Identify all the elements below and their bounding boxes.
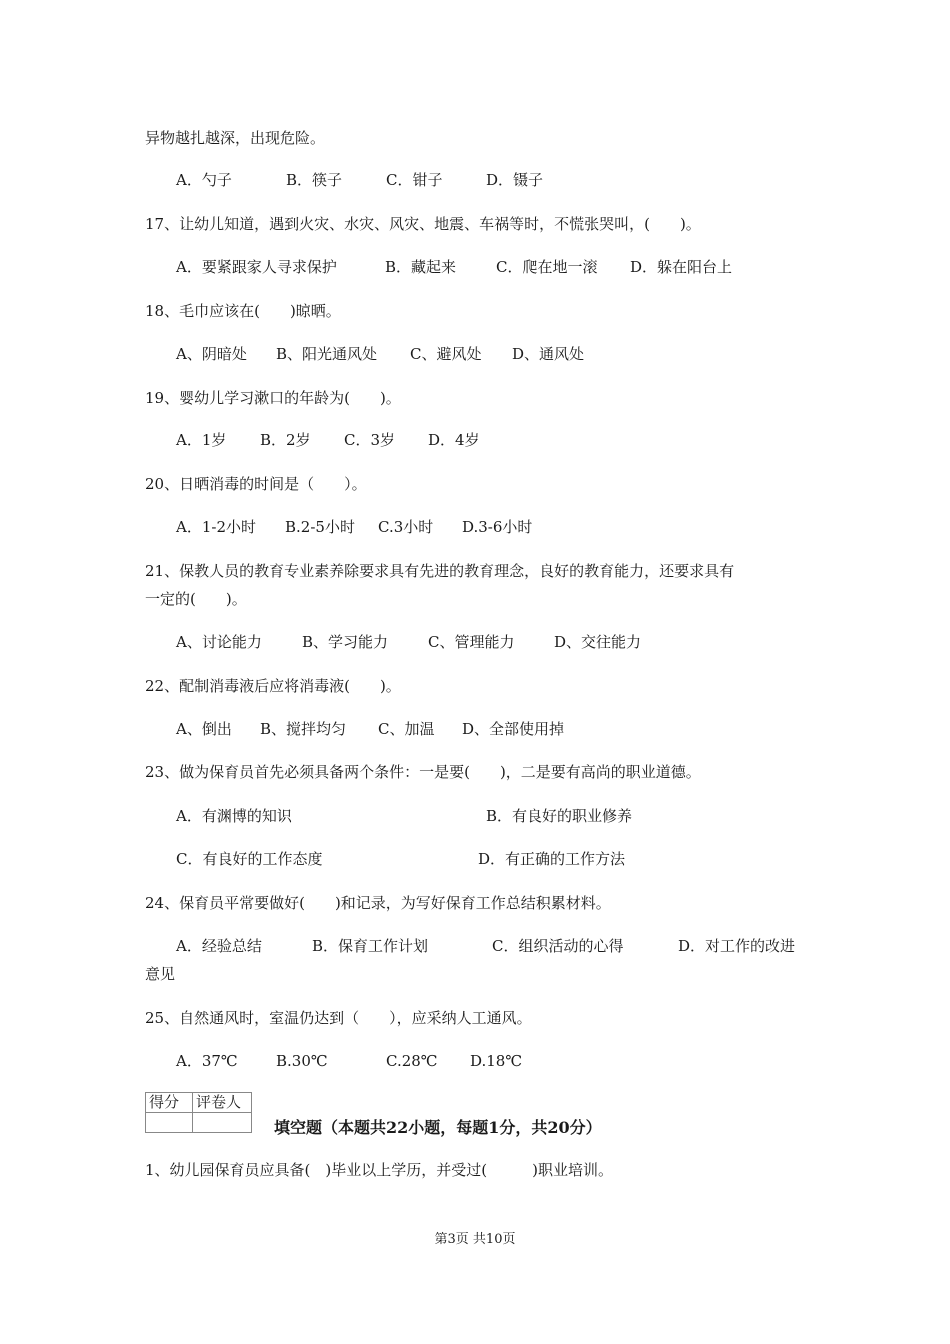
- q20-option-b: B.2-5小时: [285, 518, 355, 536]
- q17-option-b: B．藏起来: [385, 258, 457, 276]
- q23-option-b: B．有良好的职业修养: [486, 807, 633, 825]
- question-18: 18、毛巾应该在( )晾晒。: [145, 302, 341, 320]
- q24-option-b: B．保育工作计划: [312, 937, 429, 955]
- q19-option-b: B．2岁: [260, 431, 311, 449]
- q24-option-d-wrap: 意见: [145, 965, 176, 983]
- q25-option-c: C.28℃: [386, 1052, 438, 1070]
- score-label: 得分: [146, 1093, 193, 1113]
- q18-option-d: D、通风处: [512, 345, 585, 363]
- grader-label: 评卷人: [193, 1093, 252, 1113]
- q18-option-a: A、阴暗处: [176, 345, 247, 363]
- q19-option-c: C．3岁: [344, 431, 396, 449]
- q18-option-b: B、阳光通风处: [276, 345, 378, 363]
- q22-option-b: B、搅拌均匀: [260, 720, 347, 738]
- score-cell: [146, 1113, 193, 1133]
- q22-option-a: A、倒出: [176, 720, 232, 738]
- question-21: 21、保教人员的教育专业素养除要求具有先进的教育理念，良好的教育能力，还要求具有: [145, 562, 735, 580]
- option-b: B．筷子: [286, 171, 343, 189]
- q23-option-d: D．有正确的工作方法: [478, 850, 626, 868]
- q19-option-a: A．1岁: [176, 431, 227, 449]
- option-a: A．勺子: [176, 171, 232, 189]
- q25-option-d: D.18℃: [470, 1052, 523, 1070]
- option-c: C．钳子: [386, 171, 443, 189]
- q25-option-b: B.30℃: [276, 1052, 328, 1070]
- question-17: 17、让幼儿知道，遇到火灾、水灾、风灾、地震、车祸等时，不慌张哭叫，( )。: [145, 215, 701, 233]
- q22-option-c: C、加温: [378, 720, 435, 738]
- section-title: 填空题（本题共22小题，每题1分，共20分）: [274, 1118, 602, 1137]
- question-21-cont: 一定的( )。: [145, 590, 247, 608]
- q23-option-c: C．有良好的工作态度: [176, 850, 323, 868]
- q24-option-d: D．对工作的改进: [678, 937, 796, 955]
- q24-option-c: C．组织活动的心得: [492, 937, 624, 955]
- q17-option-c: C．爬在地一滚: [496, 258, 598, 276]
- question-19: 19、婴幼儿学习漱口的年龄为( )。: [145, 389, 401, 407]
- q21-option-a: A、讨论能力: [176, 633, 262, 651]
- page-footer: 第3页 共10页: [434, 1232, 516, 1247]
- q21-option-d: D、交往能力: [554, 633, 642, 651]
- question-24: 24、保育员平常要做好( )和记录，为写好保育工作总结积累材料。: [145, 894, 611, 912]
- option-d: D．镊子: [486, 171, 544, 189]
- q24-option-a: A．经验总结: [176, 937, 262, 955]
- q21-option-c: C、管理能力: [428, 633, 515, 651]
- score-box: [145, 1092, 252, 1133]
- q17-option-d: D．躲在阳台上: [630, 258, 733, 276]
- q17-option-a: A．要紧跟家人寻求保护: [176, 258, 337, 276]
- q20-option-a: A．1-2小时: [176, 518, 256, 536]
- q22-option-d: D、全部使用掉: [462, 720, 565, 738]
- question-25: 25、自然通风时，室温仍达到（ ），应采纳人工通风。: [145, 1009, 532, 1027]
- q23-option-a: A．有渊博的知识: [176, 807, 292, 825]
- q20-option-c: C.3小时: [378, 518, 434, 536]
- q18-option-c: C、避风处: [410, 345, 482, 363]
- q25-option-a: A．37℃: [176, 1052, 238, 1070]
- question-22: 22、配制消毒液后应将消毒液( )。: [145, 677, 401, 695]
- q19-option-d: D．4岁: [428, 431, 480, 449]
- grader-cell: [193, 1113, 252, 1133]
- question-20: 20、日晒消毒的时间是（ ）。: [145, 475, 367, 493]
- fill-question-1: 1、幼儿园保育员应具备( )毕业以上学历，并受过( )职业培训。: [145, 1161, 613, 1179]
- q20-option-d: D.3-6小时: [462, 518, 533, 536]
- question-23: 23、做为保育员首先必须具备两个条件：一是要( )，二是要有高尚的职业道德。: [145, 763, 701, 781]
- question-continuation: 异物越扎越深，出现危险。: [145, 129, 326, 147]
- q21-option-b: B、学习能力: [302, 633, 389, 651]
